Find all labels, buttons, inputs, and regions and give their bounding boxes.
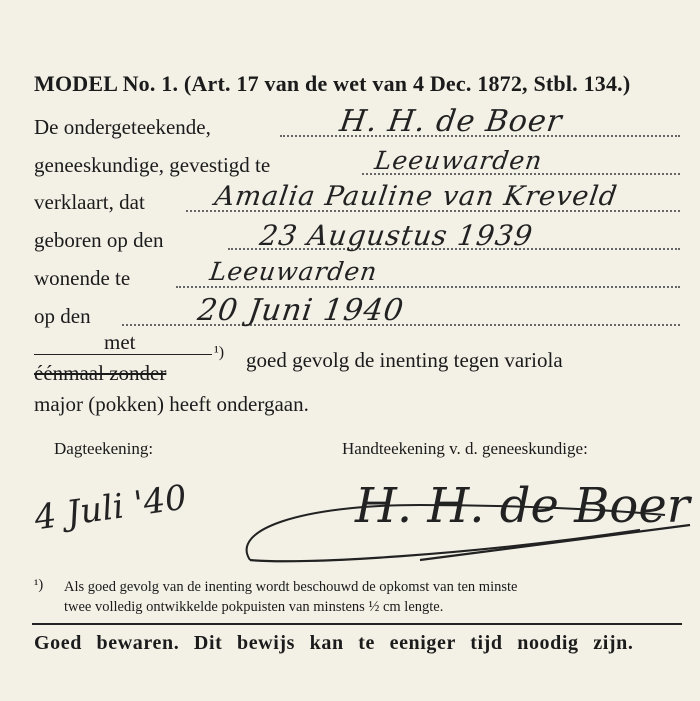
field-label-on-date: op den [34,304,91,328]
handwritten-signature: H. H. de Boer [355,478,690,534]
sentence-rest: goed gevolg de inenting tegen variola [246,348,563,372]
form-title: MODEL No. 1. (Art. 17 van de wet van 4 Dec. 1872, Stbl. 134.) [34,71,631,96]
field-value-patient-name: Amalia Pauline van Kreveld [212,181,620,212]
field-value-practice-city: Leeuwarden [372,146,545,175]
choice-inserted-word: met [104,330,136,354]
field-label-residing: wonende te [34,266,131,290]
choice-struck-words: éénmaal zonder [34,361,167,385]
footnote-marker: ¹) [34,577,44,593]
field-value-doctor-name: H. H. de Boer [337,104,565,139]
date-label: Dagteekening: [54,439,154,458]
footnote-line-2: twee volledig ontwikkelde pokpuisten van minstens ½ cm lengte. [64,599,444,615]
footnote-line-1: Als goed gevolg van de inenting wordt beschouwd de opkomst van ten minste [64,579,518,595]
field-label-born: geboren op den [34,228,164,252]
field-value-vaccination-date: 20 Juni 1940 [195,293,407,328]
field-label-practice: geneeskundige, gevestigd te [34,153,271,177]
keep-safe-notice: Goed bewaren. Dit bewijs kan te eeniger tijd noodig zijn. [34,632,634,654]
signature-label: Handteekening v. d. geneeskundige: [342,439,588,458]
field-label-undersigned: De ondergeteekende, [34,115,211,139]
handwritten-date: 4 Juli '40 [31,477,190,539]
sentence-line-2: major (pokken) heeft ondergaan. [34,392,309,416]
field-value-birth-date: 23 Augustus 1939 [257,219,536,252]
choice-footnote-marker: ¹) [214,344,225,361]
field-label-declares: verklaart, dat [34,190,145,214]
field-value-residence-city: Leeuwarden [207,257,380,286]
divider-rule [32,623,682,625]
